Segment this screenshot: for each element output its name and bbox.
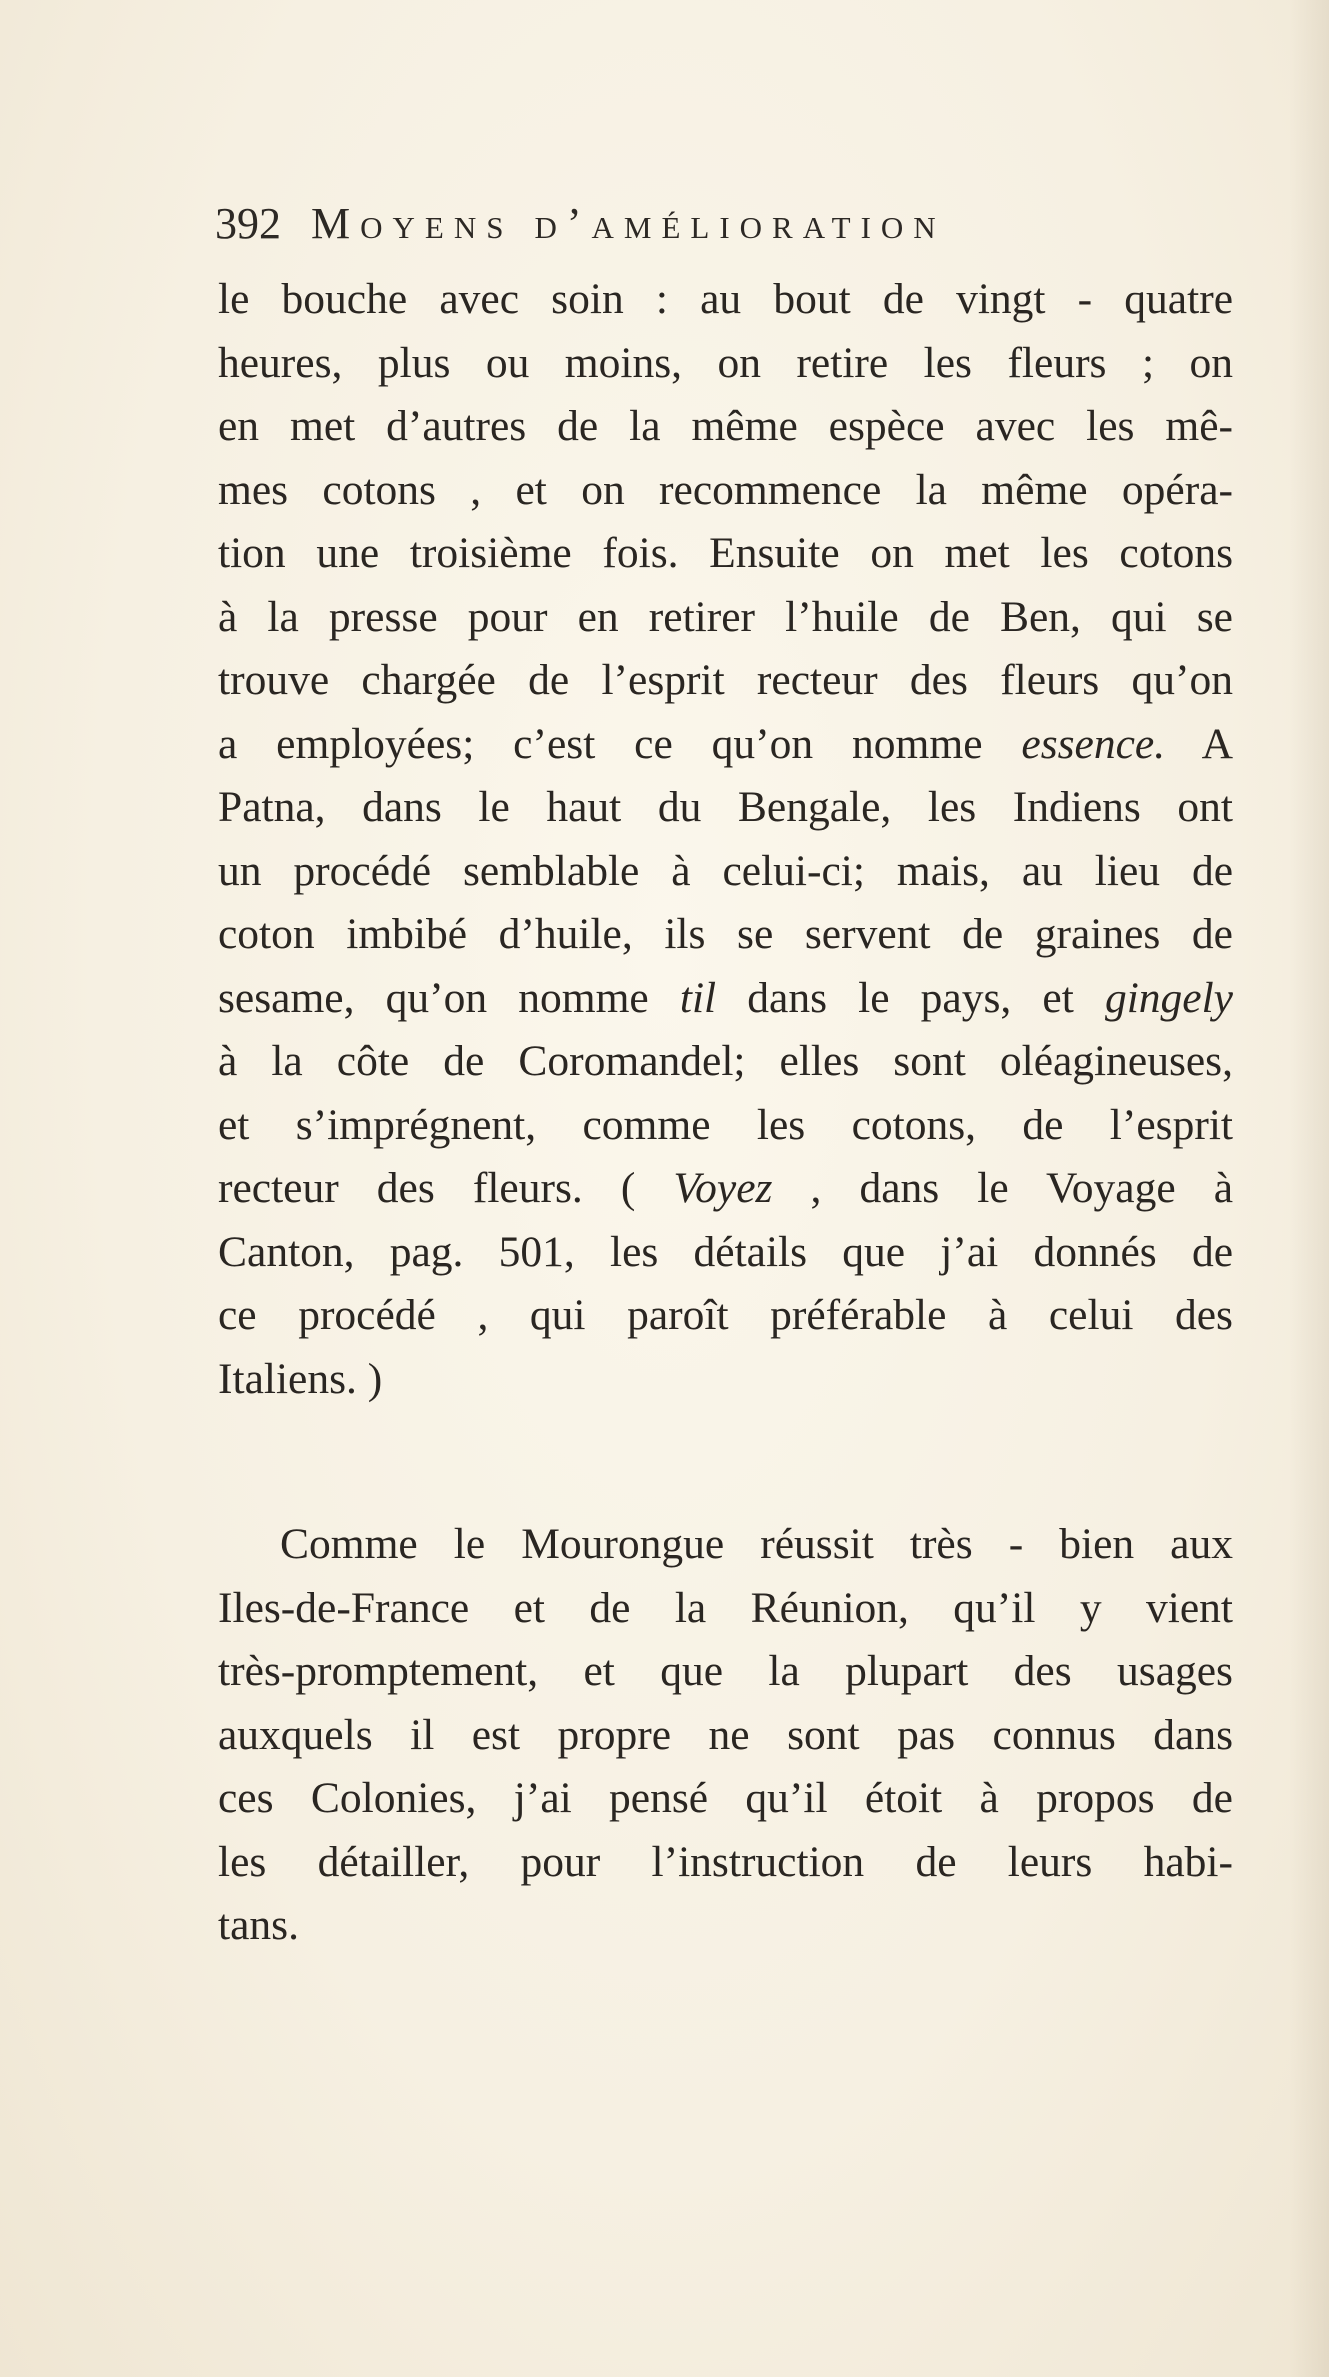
italic-term: essence. <box>1021 719 1166 768</box>
text-line: Canton, pag. 501, les détails que j’ai donnés de <box>218 1227 1233 1276</box>
text-line: un procédé semblable à celui-ci; mais, au lieu de <box>218 846 1233 895</box>
text-line: coton imbibé d’huile, ils se servent de graines de <box>218 910 1233 958</box>
text-line: ces Colonies, j’ai pensé qu’il étoit à propos de <box>218 1774 1233 1822</box>
paragraph-2 <box>218 1513 1233 1958</box>
text-line: très-promptement, et que la plupart des usages <box>218 1647 1233 1695</box>
text-line: recteur des fleurs. ( Voyez , dans le Voyage à <box>218 1164 1233 1212</box>
text-line: Italiens. ) <box>218 1354 383 1403</box>
paragraph-1 <box>218 268 1233 1411</box>
text-line: à la côte de Coromandel; elles sont oléagineuses, <box>218 1037 1233 1085</box>
italic-term: Voyez <box>673 1164 773 1212</box>
text-line: en met d’autres de la même espèce avec les mê- <box>218 402 1233 450</box>
running-header <box>215 198 1135 258</box>
text-line: Iles-de-France et de la Réunion, qu’il y vient <box>218 1583 1233 1632</box>
page-edge-shadow <box>1289 0 1329 2377</box>
italic-term: gingely <box>1104 973 1233 1022</box>
text-line: le bouche avec soin : au bout de vingt - quatre <box>218 275 1233 323</box>
text-line: tion une troisième fois. Ensuite on met les cotons <box>218 529 1233 577</box>
text-line: sesame, qu’on nomme til dans le pays, et gingely <box>218 973 1233 1022</box>
paragraph-gap <box>218 1411 1233 1513</box>
italic-term: til <box>679 973 717 1022</box>
text-line: a employées; c’est ce qu’on nomme essence. A <box>218 719 1234 768</box>
text-line: les détailler, pour l’instruction de leurs habi- <box>218 1837 1233 1886</box>
text-line: auxquels il est propre ne sont pas connus dans <box>218 1710 1233 1759</box>
page-number: 392 <box>215 199 281 248</box>
text-line: mes cotons , et on recommence la même opéra- <box>218 465 1233 514</box>
text-line: à la presse pour en retirer l’huile de Ben, qui se <box>218 592 1233 641</box>
text-line: heures, plus ou moins, on retire les fleurs ; on <box>218 338 1233 387</box>
running-title: Moyens d’amélioration <box>311 199 946 248</box>
text-line: ce procédé , qui paroît préférable à celui des <box>218 1291 1233 1339</box>
body-text <box>218 268 1233 1958</box>
text-line: Patna, dans le haut du Bengale, les Indiens ont <box>218 783 1233 831</box>
text-line: Comme le Mourongue réussit très - bien aux <box>280 1520 1233 1568</box>
text-line: tans. <box>218 1901 299 1949</box>
text-line: trouve chargée de l’esprit recteur des fleurs qu’on <box>218 656 1233 704</box>
text-line: et s’imprégnent, comme les cotons, de l’esprit <box>218 1100 1233 1149</box>
